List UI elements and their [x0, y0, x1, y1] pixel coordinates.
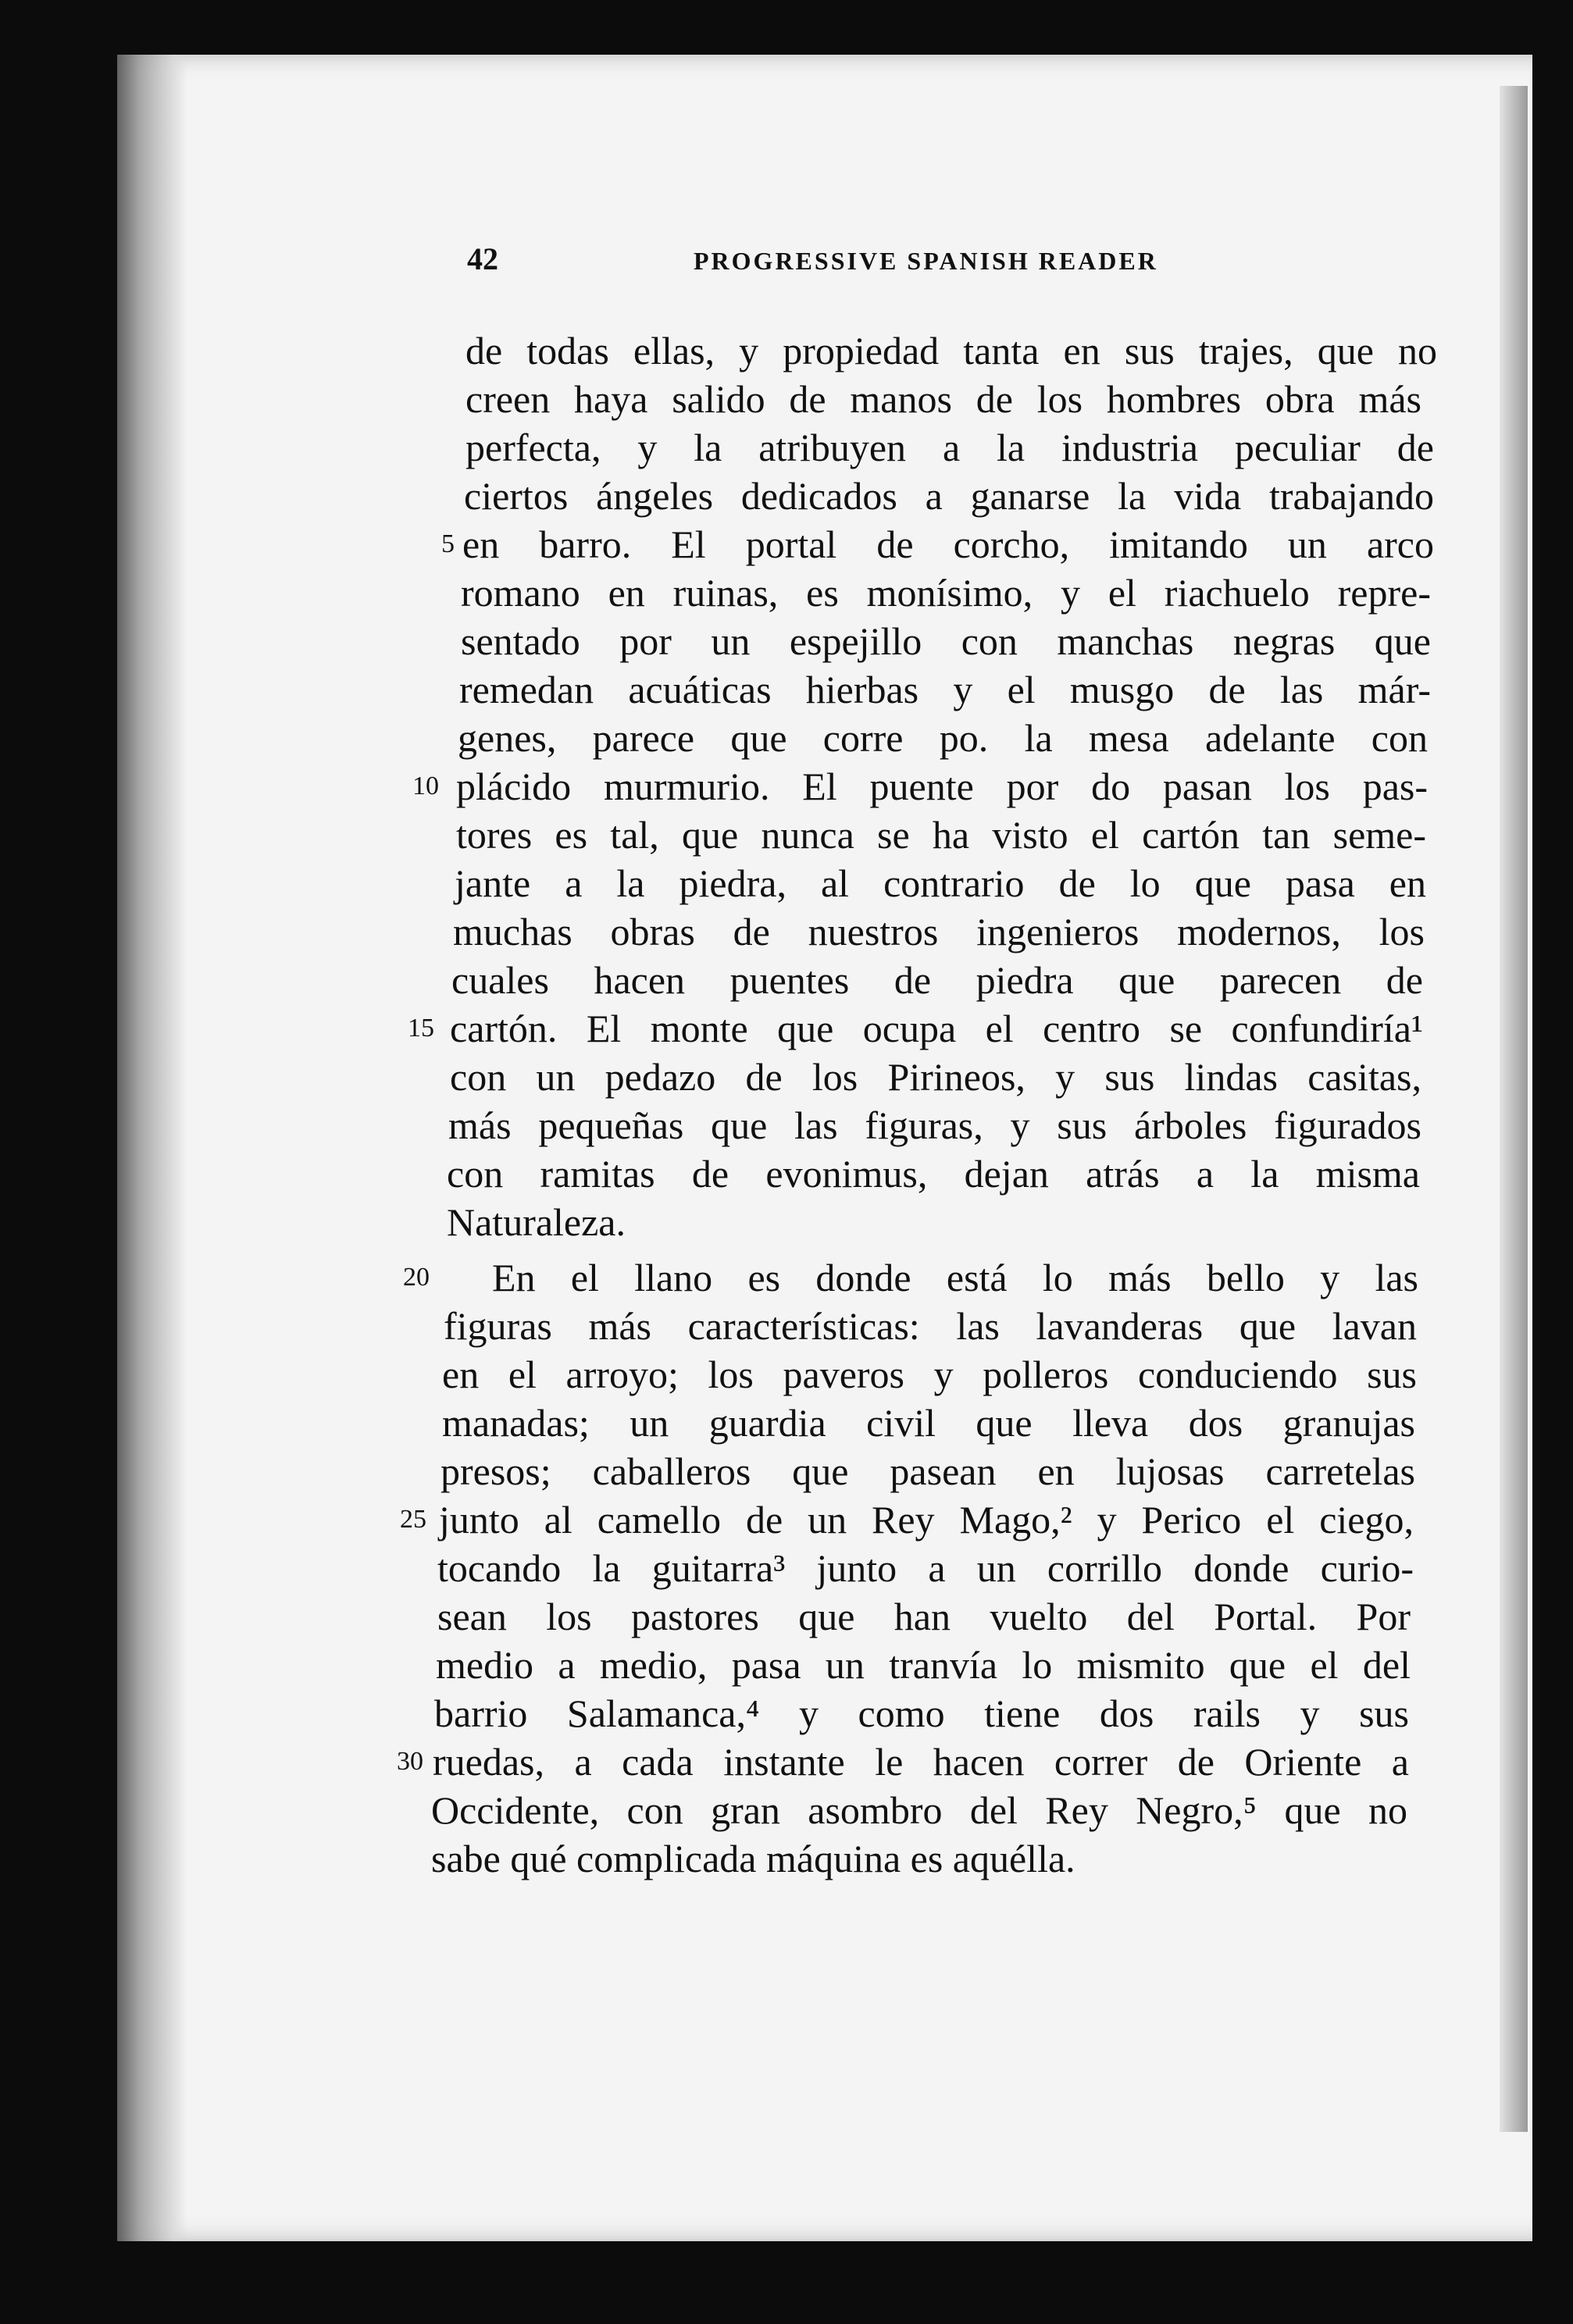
text-line: perfecta, y la atribuyen a la industria peculiar de [465, 426, 1434, 469]
line-number: 25 [400, 1505, 426, 1534]
page-number: 42 [467, 241, 498, 276]
text-line: en barro. El portal de corcho, imitando un arco [462, 522, 1434, 566]
text-line: con un pedazo de los Pirineos, y sus lindas casitas, [450, 1055, 1421, 1099]
page-edge [1500, 86, 1528, 2132]
text-line: de todas ellas, y propiedad tanta en sus trajes, que no [465, 329, 1437, 372]
text-line: con ramitas de evonimus, dejan atrás a la misma [447, 1152, 1420, 1196]
text-line: sean los pastores que han vuelto del Portal. Por [437, 1595, 1411, 1638]
text-line: presos; caballeros que pasean en lujosas carretelas [441, 1449, 1415, 1493]
text-line: En el llano es donde está lo más bello y las [492, 1256, 1418, 1299]
text-line: jante a la piedra, al contrario de lo que pasa en [455, 861, 1426, 905]
text-line: tores es tal, que nunca se ha visto el cartón tan seme- [456, 813, 1426, 857]
text-line: Occidente, con gran asombro del Rey Negro,⁵ que no [431, 1788, 1407, 1832]
text-line: cartón. El monte que ocupa el centro se confundiría¹ [450, 1007, 1423, 1050]
text-line: manadas; un guardia civil que lleva dos granujas [442, 1401, 1415, 1445]
text-line: genes, parece que corre po. la mesa adelante con [458, 716, 1428, 760]
page-gutter-shadow [117, 55, 187, 2241]
text-line: más pequeñas que las figuras, y sus árboles figurados [448, 1103, 1421, 1147]
line-number: 30 [397, 1747, 423, 1776]
running-title: PROGRESSIVE SPANISH READER [694, 247, 1158, 275]
text-line: romano en ruinas, es monísimo, y el riachuelo repre- [461, 571, 1431, 615]
text-line: sabe qué complicada máquina es aquélla. [431, 1837, 1075, 1880]
line-number: 15 [408, 1014, 434, 1043]
text-line: muchas obras de nuestros ingenieros modernos, los [453, 910, 1425, 953]
text-line: en el arroyo; los paveros y polleros conduciendo sus [442, 1353, 1417, 1396]
text-line: Naturaleza. [447, 1200, 626, 1244]
text-line: plácido murmurio. El puente por do pasan los pas- [456, 765, 1428, 808]
text-line: remedan acuáticas hierbas y el musgo de las már- [459, 668, 1431, 711]
page-header [467, 241, 1232, 287]
line-number: 10 [412, 772, 439, 800]
line-number: 20 [403, 1263, 430, 1292]
text-line: figuras más características: las lavanderas que lavan [444, 1304, 1417, 1348]
text-line: ruedas, a cada instante le hacen correr de Oriente a [433, 1740, 1409, 1784]
text-line: barrio Salamanca,⁴ y como tiene dos rails y sus [434, 1691, 1409, 1735]
text-line: cuales hacen puentes de piedra que parecen de [451, 958, 1423, 1002]
text-line: creen haya salido de manos de los hombres obra más [465, 377, 1421, 421]
text-line: ciertos ángeles dedicados a ganarse la vida trabajando [464, 474, 1434, 518]
text-line: junto al camello de un Rey Mago,² y Perico el ciego, [439, 1498, 1414, 1542]
line-number: 5 [441, 529, 455, 558]
text-line: medio a medio, pasa un tranvía lo mismito que el del [436, 1643, 1411, 1687]
text-line: sentado por un espejillo con manchas negras que [461, 619, 1431, 663]
text-line: tocando la guitarra³ junto a un corrillo donde curio- [437, 1546, 1414, 1590]
